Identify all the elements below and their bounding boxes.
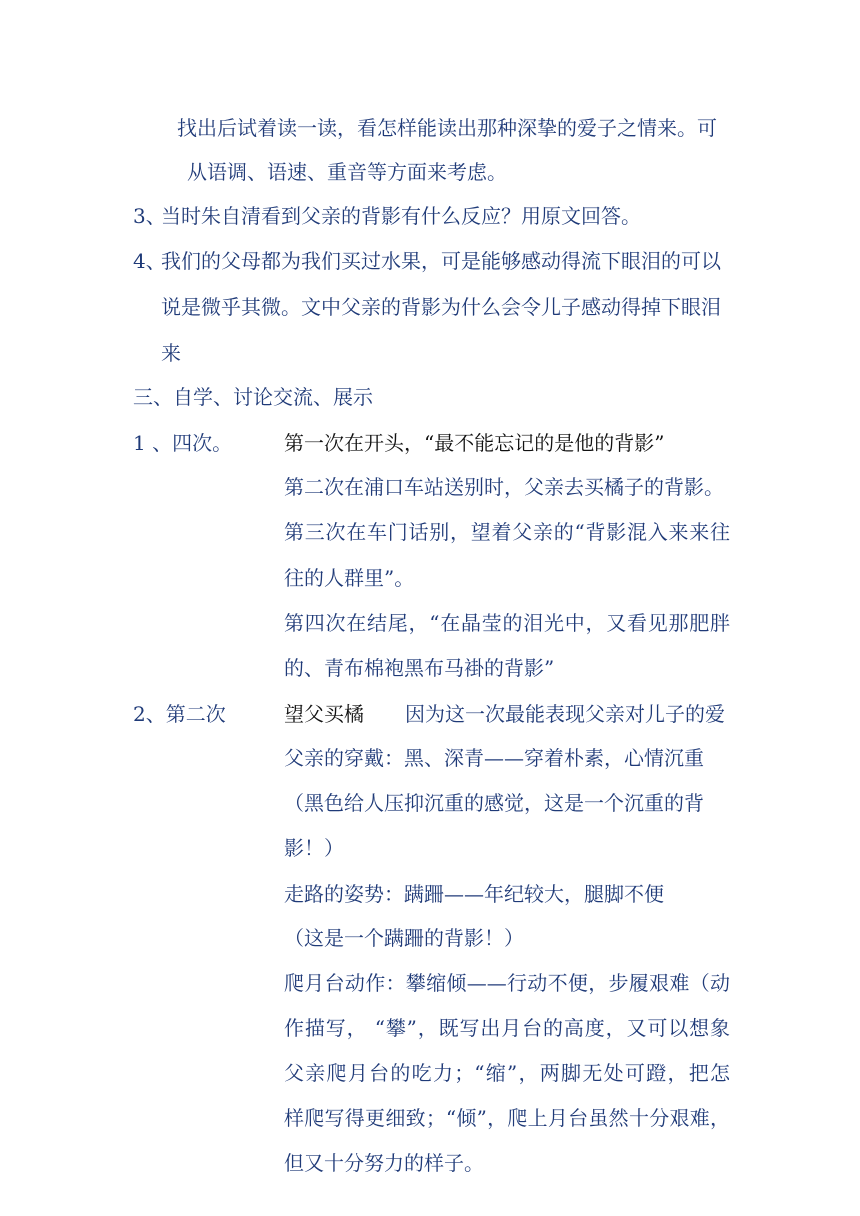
answer-1-line: 的、青布棉袍黑布马褂的背影” bbox=[284, 656, 555, 680]
answer-2-line: 走路的姿势：蹒跚——年纪较大，腿脚不便 bbox=[284, 882, 664, 906]
answer-1-line: 第二次在浦口车站送别时，父亲去买橘子的背影。 bbox=[284, 475, 724, 499]
answer-1-line: 第一次在开头，“最不能忘记的是他的背影” bbox=[284, 431, 665, 455]
answer-2-line: 父亲爬月台的吃力；“缩”，两脚无处可蹬，把怎 bbox=[284, 1061, 730, 1085]
intro-line-2: 从语调、语速、重音等方面来考虑。 bbox=[187, 160, 507, 184]
answer-2-line: （黑色给人压抑沉重的感觉，这是一个沉重的背 bbox=[284, 791, 704, 815]
answer-1-line: 第三次在车门话别，望着父亲的“背影混入来来往 bbox=[284, 520, 730, 544]
question-4-number: 4、 bbox=[133, 249, 166, 273]
section-3-heading: 三、自学、讨论交流、展示 bbox=[133, 385, 373, 409]
answer-2-reason: 因为这一次最能表现父亲对儿子的爱 bbox=[405, 702, 725, 726]
answer-2-line: 影！） bbox=[284, 836, 344, 860]
answer-1-line: 往的人群里”。 bbox=[284, 566, 415, 590]
answer-2-line: （这是一个蹒跚的背影！） bbox=[284, 926, 524, 950]
answer-2-line: 作描写， “攀”，既写出月台的高度，又可以想象 bbox=[284, 1016, 730, 1040]
question-4-line-1: 我们的父母都为我们买过水果，可是能够感动得流下眼泪的可以 bbox=[161, 249, 721, 273]
question-4-line-2: 说是微乎其微。文中父亲的背影为什么会令儿子感动得掉下眼泪 bbox=[161, 295, 721, 319]
answer-2-line: 但又十分努力的样子。 bbox=[284, 1151, 484, 1175]
answer-2-topic: 望父买橘 bbox=[284, 702, 364, 726]
question-3-number: 3、 bbox=[133, 204, 166, 228]
answer-2-line: 父亲的穿戴：黑、深青——穿着朴素，心情沉重 bbox=[284, 746, 704, 770]
answer-1-label: 1 、四次。 bbox=[133, 431, 233, 455]
answer-2-line: 爬月台动作：攀缩倾——行动不便，步履艰难（动 bbox=[284, 971, 730, 995]
answer-2-line: 样爬写得更细致；“倾”，爬上月台虽然十分艰难， bbox=[284, 1106, 730, 1130]
answer-1-line: 第四次在结尾，“在晶莹的泪光中，又看见那肥胖 bbox=[284, 611, 730, 635]
answer-2-label: 2、第二次 bbox=[133, 702, 226, 726]
intro-line-1: 找出后试着读一读，看怎样能读出那种深挚的爱子之情来。可 bbox=[177, 116, 717, 140]
question-4-line-3: 来 bbox=[161, 341, 181, 365]
question-3-text: 当时朱自清看到父亲的背影有什么反应？用原文回答。 bbox=[161, 204, 641, 228]
